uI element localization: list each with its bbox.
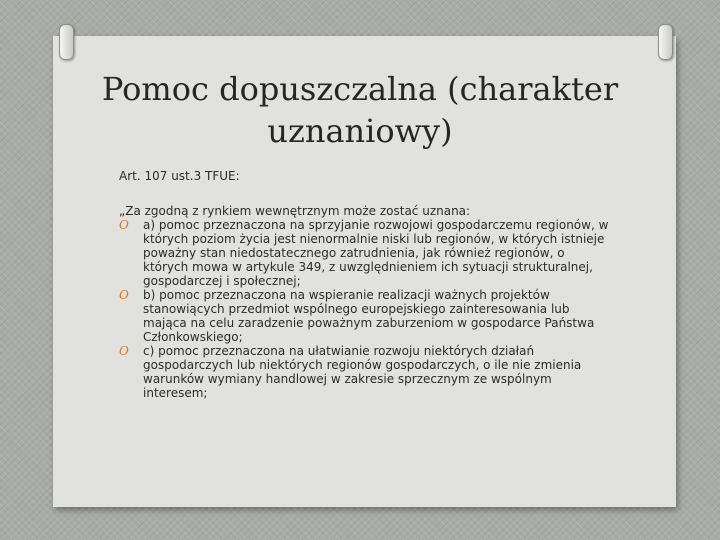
points-list (119, 218, 609, 400)
list-item-text: b) pomoc przeznaczona na wspieranie realizacji ważnych projektów stanowiących przedmiot wspólnego europejskiego zainteresowania lub mająca na celu zaradzenie poważnym zaburzeniom w gospodarce Państwa Członkowskiego; (143, 288, 595, 344)
slide-title: Pomoc dopuszczalna (charakter uznaniowy) (101, 70, 619, 150)
left-binder-tab (59, 24, 74, 60)
right-binder-tab (658, 24, 673, 60)
list-item-text: c) pomoc przeznaczona na ułatwianie rozwoju niektórych działań gospodarczych lub niektórych regionów gospodarczych, o ile nie zmienia warunków wymiany handlowej w zakresie sprzecznym ze wspólnym interesem; (143, 344, 582, 400)
bullet-icon: O (119, 218, 129, 232)
slide-body (119, 168, 609, 400)
list-item-text: a) pomoc przeznaczona na sprzyjanie rozwojowi gospodarczemu regionów, w których poziom życia jest nienormalnie niski lub regionów, w których istnieje poważny stan niedostatecznego zatrudnienia, jak również regionów, o których mowa w artykule 349, z uwzględnieniem ich sytuacji strukturalnej, gospodarczej i społecznej; (143, 218, 609, 288)
intro-text: „Za zgodną z rynkiem wewnętrznym może zostać uznana: (119, 204, 471, 218)
list-item (119, 218, 609, 288)
list-item (119, 344, 609, 400)
bullet-icon: O (119, 344, 129, 358)
list-item (119, 288, 609, 344)
bullet-icon: O (119, 288, 129, 302)
article-reference: Art. 107 ust.3 TFUE: (119, 169, 240, 183)
